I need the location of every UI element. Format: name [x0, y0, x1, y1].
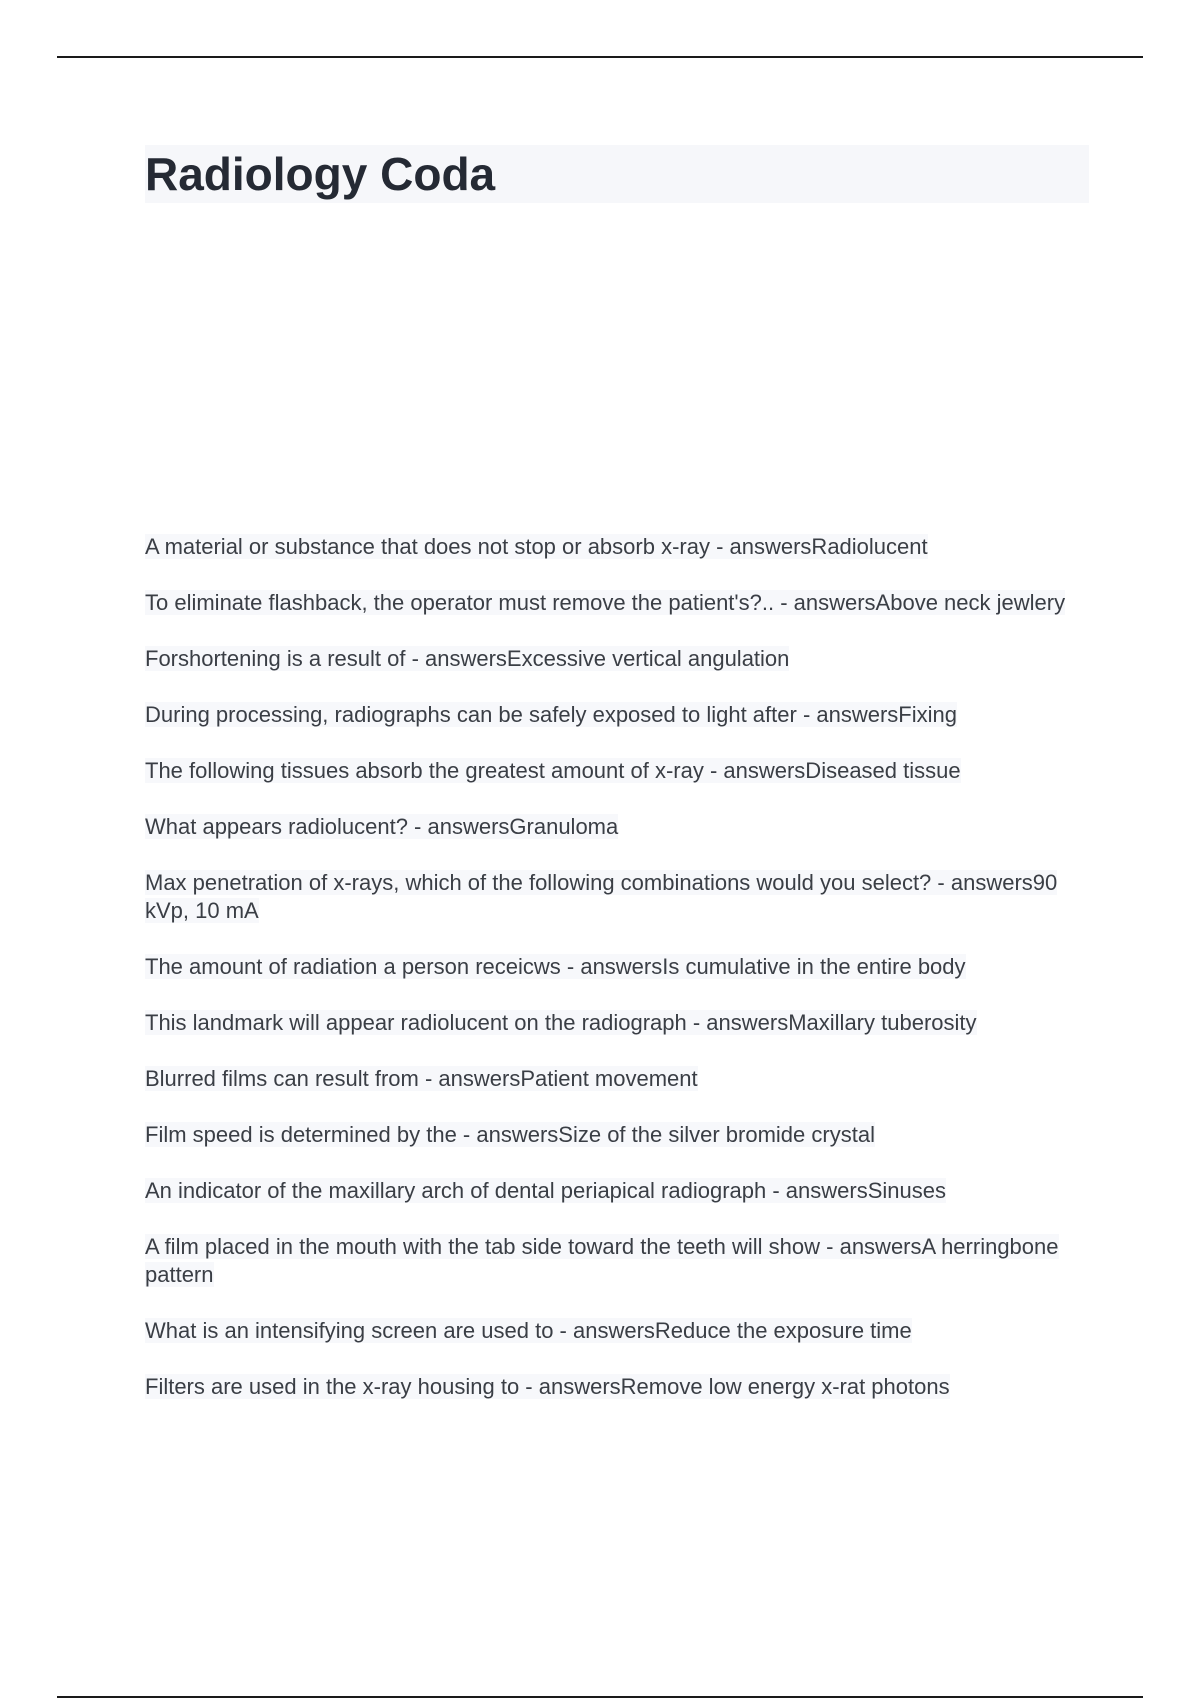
qa-item [145, 1121, 1089, 1149]
qa-item [145, 1065, 1089, 1093]
qa-text: During processing, radiographs can be safely exposed to light after - answersFixing [145, 702, 957, 727]
qa-item [145, 701, 1089, 729]
qa-text: Filters are used in the x-ray housing to - answersRemove low energy x-rat photons [145, 1374, 950, 1399]
bottom-rule [57, 1696, 1143, 1698]
qa-item [145, 813, 1089, 841]
qa-item [145, 869, 1089, 925]
qa-item [145, 1177, 1089, 1205]
qa-item [145, 589, 1089, 617]
qa-text: What is an intensifying screen are used to - answersReduce the exposure time [145, 1318, 912, 1343]
qa-text: This landmark will appear radiolucent on the radiograph - answersMaxillary tuberosity [145, 1010, 977, 1035]
qa-text: Film speed is determined by the - answersSize of the silver bromide crystal [145, 1122, 875, 1147]
qa-text: A film placed in the mouth with the tab side toward the teeth will show - answersA herringbone pattern [145, 1234, 1059, 1287]
qa-text: An indicator of the maxillary arch of dental periapical radiograph - answersSinuses [145, 1178, 946, 1203]
qa-item [145, 757, 1089, 785]
qa-item [145, 1317, 1089, 1345]
qa-text: A material or substance that does not stop or absorb x-ray - answersRadiolucent [145, 534, 928, 559]
top-rule [57, 56, 1143, 58]
qa-list [145, 533, 1089, 1429]
qa-item [145, 1009, 1089, 1037]
qa-text: Blurred films can result from - answersPatient movement [145, 1066, 698, 1091]
qa-text: The following tissues absorb the greatest amount of x-ray - answersDiseased tissue [145, 758, 961, 783]
page-title: Radiology Coda [145, 148, 496, 200]
qa-text: Forshortening is a result of - answersExcessive vertical angulation [145, 646, 790, 671]
qa-item [145, 1233, 1089, 1289]
qa-item [145, 645, 1089, 673]
qa-text: What appears radiolucent? - answersGranuloma [145, 814, 619, 839]
qa-text: Max penetration of x-rays, which of the following combinations would you select? - answers90 kVp, 10 mA [145, 870, 1058, 923]
qa-item [145, 953, 1089, 981]
title-block [145, 145, 1089, 203]
qa-item [145, 1373, 1089, 1401]
qa-item [145, 533, 1089, 561]
qa-text: To eliminate flashback, the operator must remove the patient's?.. - answersAbove neck jewlery [145, 590, 1066, 615]
qa-text: The amount of radiation a person receicws - answersIs cumulative in the entire body [145, 954, 966, 979]
